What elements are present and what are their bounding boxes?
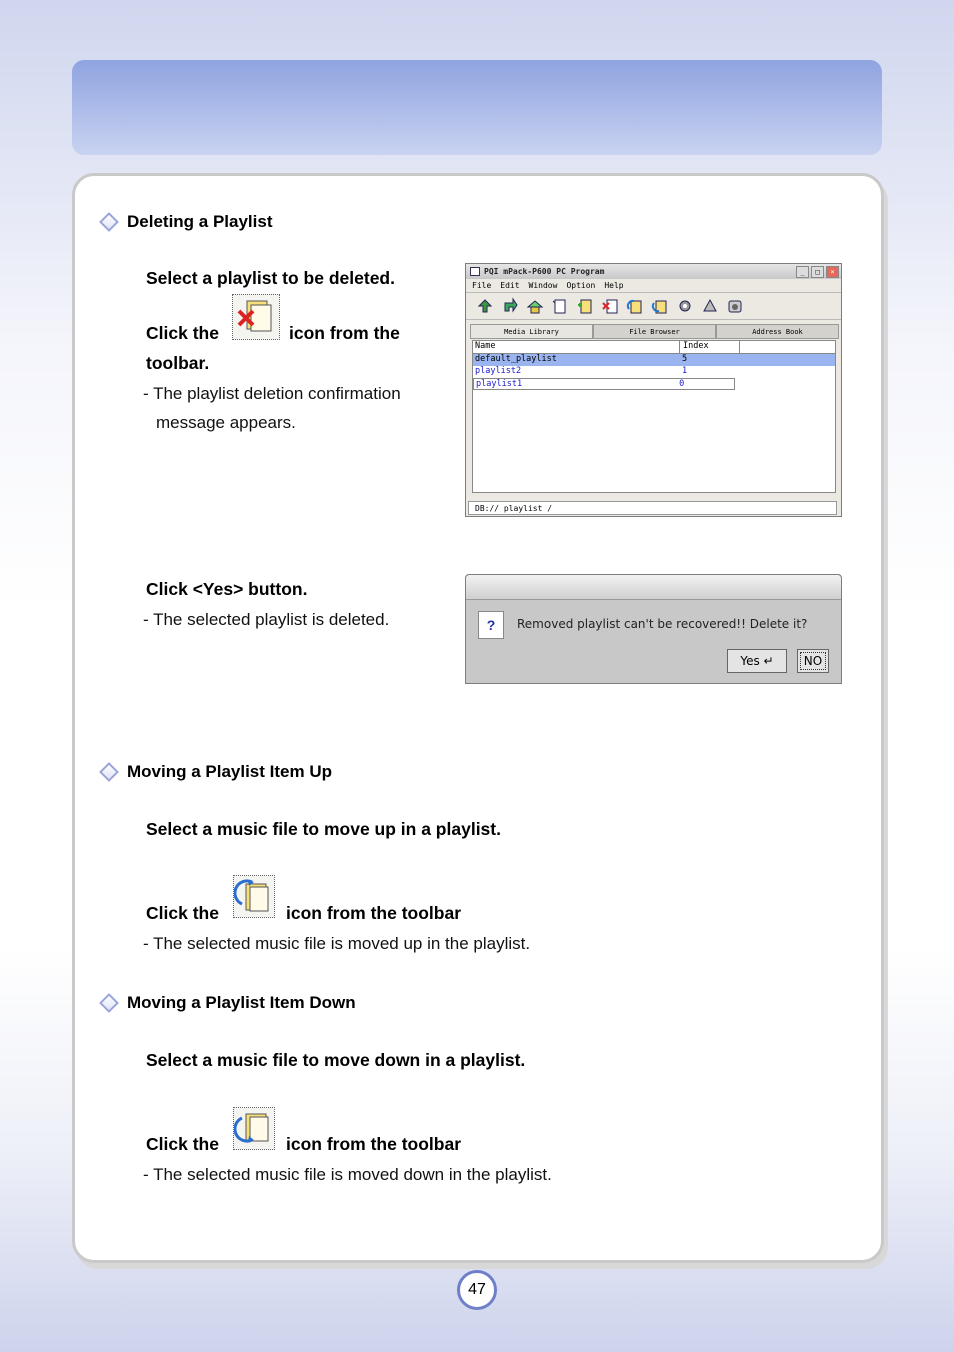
table-row[interactable] [473, 354, 835, 366]
import-icon[interactable] [526, 297, 544, 315]
move-down-icon[interactable] [651, 297, 669, 315]
delete-step-click-a: Click the [146, 323, 219, 343]
move-down-note: - The selected music file is moved down in the playlist. [143, 1165, 552, 1184]
delete-step-select: Select a playlist to be deleted. [146, 268, 395, 288]
confirm-dialog-screenshot [465, 574, 842, 684]
table-row[interactable] [473, 378, 735, 390]
export-icon[interactable] [501, 297, 519, 315]
playlist-table [472, 340, 836, 493]
delete-file-icon[interactable] [601, 297, 619, 315]
window-app-icon [470, 267, 480, 276]
window-title-bar [466, 264, 841, 279]
section-title-text: Moving a Playlist Item Down [127, 993, 356, 1012]
section-title-delete [98, 212, 273, 232]
move-down-step-select: Select a music file to move down in a playlist. [146, 1050, 526, 1070]
window-title: PQI mPack-P600 PC Program [484, 267, 605, 276]
yes-button[interactable]: Yes ↵ [727, 649, 787, 673]
new-playlist-icon[interactable] [551, 297, 569, 315]
diamond-bullet-icon [99, 993, 119, 1013]
diamond-bullet-icon [99, 212, 119, 232]
move-down-icon [233, 1107, 275, 1150]
add-to-device-icon[interactable] [476, 297, 494, 315]
move-up-icon[interactable] [626, 297, 644, 315]
settings-icon[interactable] [676, 297, 694, 315]
row-index: 0 [679, 379, 685, 389]
delete-note-b: message appears. [156, 413, 296, 432]
sync-icon[interactable] [701, 297, 719, 315]
status-bar: DB:// playlist / [468, 501, 837, 515]
menu-edit[interactable]: Edit [500, 281, 520, 290]
delete-step-click-b: icon from the [289, 323, 400, 343]
row-name: playlist1 [476, 379, 523, 389]
toolbar [466, 293, 841, 320]
move-up-icon [233, 875, 275, 918]
menu-window[interactable]: Window [528, 281, 558, 290]
row-index: 1 [682, 366, 688, 376]
move-up-step-click-b: icon from the toolbar [286, 903, 461, 923]
window-controls [796, 266, 839, 278]
menu-bar [466, 279, 841, 293]
section-title-move-down [98, 993, 356, 1013]
move-down-step-click-b: icon from the toolbar [286, 1134, 461, 1154]
table-header [473, 341, 835, 354]
delete-note-a: - The playlist deletion confirmation [143, 384, 401, 403]
device-icon[interactable] [726, 297, 744, 315]
row-name: playlist2 [475, 366, 522, 376]
maximize-icon[interactable]: □ [811, 266, 824, 278]
column-header-name[interactable]: Name [473, 341, 680, 353]
move-down-step-click-a: Click the [146, 1134, 219, 1154]
close-icon[interactable]: × [826, 266, 839, 278]
dialog-message: Removed playlist can't be recovered!! Delete it? [517, 617, 808, 631]
header-band [72, 60, 882, 155]
page-number: 47 [457, 1270, 497, 1310]
section-title-move-up [98, 762, 332, 782]
no-button[interactable]: NO [797, 649, 829, 673]
row-name: default_playlist [475, 354, 557, 364]
table-row[interactable] [473, 366, 835, 378]
delete-step-click-c: toolbar. [146, 353, 210, 373]
delete-note-yes: - The selected playlist is deleted. [143, 610, 390, 629]
menu-file[interactable]: File [472, 281, 492, 290]
delete-playlist-icon [232, 294, 280, 340]
section-title-text: Moving a Playlist Item Up [127, 762, 332, 781]
minimize-icon[interactable]: _ [796, 266, 809, 278]
app-window-screenshot [465, 263, 842, 517]
move-up-step-select: Select a music file to move up in a playlist. [146, 819, 501, 839]
question-icon: ? [478, 611, 504, 639]
diamond-bullet-icon [99, 762, 119, 782]
section-title-text: Deleting a Playlist [127, 212, 273, 231]
move-up-note: - The selected music file is moved up in the playlist. [143, 934, 531, 953]
menu-option[interactable]: Option [566, 281, 596, 290]
move-up-step-click-a: Click the [146, 903, 219, 923]
column-header-index[interactable]: Index [680, 341, 740, 353]
add-file-icon[interactable] [576, 297, 594, 315]
menu-help[interactable]: Help [604, 281, 624, 290]
tab-address-book[interactable]: Address Book [716, 324, 839, 339]
dialog-title-bar [466, 575, 841, 600]
tab-file-browser[interactable]: File Browser [593, 324, 716, 339]
tab-media-library[interactable]: Media Library [470, 324, 593, 339]
delete-step-yes: Click <Yes> button. [146, 579, 308, 599]
row-index: 5 [682, 354, 688, 364]
tab-bar [470, 324, 839, 339]
